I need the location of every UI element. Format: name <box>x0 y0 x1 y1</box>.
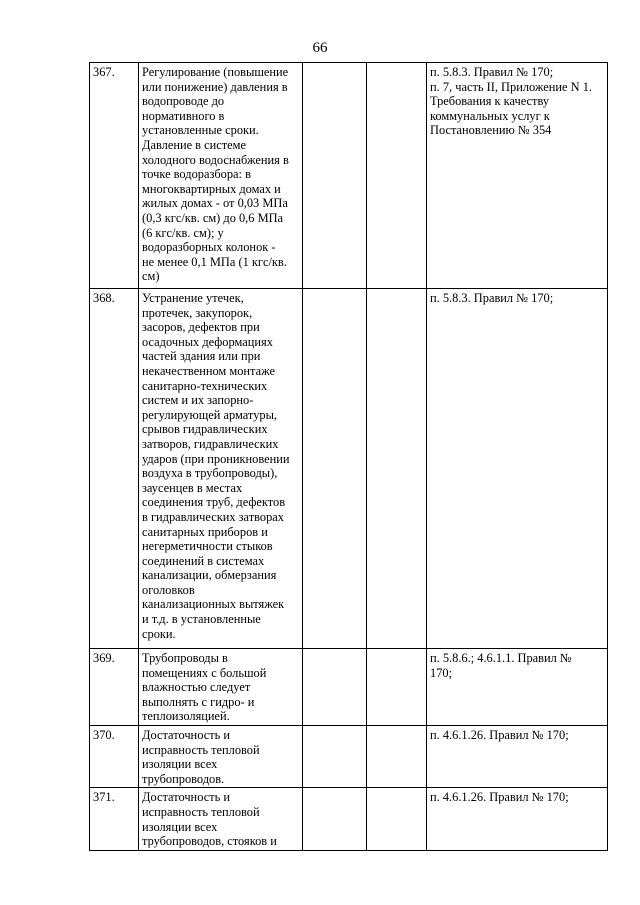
empty-cell-1 <box>303 63 367 289</box>
table-row <box>90 649 608 726</box>
requirement-line: некачественном монтаже <box>142 363 275 378</box>
reference-line: п. 5.8.6.; 4.6.1.1. Правил № <box>430 651 572 665</box>
requirement-line: оголовков <box>142 582 195 597</box>
requirement-line: срывов гидравлических <box>142 422 268 437</box>
empty-cell-2 <box>367 63 427 289</box>
table-row <box>90 289 608 649</box>
reference-cell <box>427 63 608 289</box>
row-number: 369. <box>90 649 139 726</box>
requirement-line: влажностью следует <box>142 680 251 695</box>
requirement-line: водопроводе до <box>142 94 225 109</box>
requirement-line: Достаточность и <box>142 727 230 742</box>
table-row <box>90 725 608 787</box>
reference-line: коммунальных услуг к <box>430 108 550 123</box>
requirement-line: (0,3 кгс/кв. см) до 0,6 МПа <box>142 210 284 225</box>
requirement-line: Давление в системе <box>142 137 247 152</box>
requirement-line: многоквартирных домах и <box>142 181 281 196</box>
requirement-line: воздуха в трубопроводы), <box>142 466 278 481</box>
requirement-line: жилых домах - от 0,03 МПа <box>142 196 288 211</box>
reference-cell <box>427 289 608 649</box>
requirement-line: см) <box>142 269 160 284</box>
reference-line: п. 5.8.3. Правил № 170; <box>430 65 554 79</box>
row-number: 370. <box>90 725 139 787</box>
requirement-line: негерметичности стыков <box>142 539 273 554</box>
requirement-line: соединений в системах <box>142 553 265 568</box>
requirement-line: в гидравлических затворах <box>142 509 284 524</box>
requirement-line: точке водоразбора: в <box>142 167 251 182</box>
empty-cell-1 <box>303 289 367 649</box>
requirement-line: исправность тепловой <box>142 742 260 757</box>
requirement-line: канализационных вытяжек <box>142 597 285 612</box>
requirement-line: соединения труб, дефектов <box>142 495 286 510</box>
requirement-line: исправность тепловой <box>142 804 260 819</box>
requirement-line: помещениях с большой <box>142 665 267 680</box>
requirement-line: (6 кгс/кв. см); у <box>142 225 224 240</box>
reference-line: п. 4.6.1.26. Правил № 170; <box>430 790 569 805</box>
empty-cell-2 <box>367 788 427 850</box>
requirement-line: засоров, дефектов при <box>142 320 260 335</box>
requirement-line: заусенцев в местах <box>142 480 243 495</box>
reference-line: п. 5.8.3. Правил № 170; <box>430 291 554 305</box>
requirement-cell <box>139 649 303 726</box>
requirement-line: изоляции всех <box>142 819 218 834</box>
reference-line: Требования к качеству <box>430 94 550 109</box>
requirement-line: или понижение) давления в <box>142 79 288 94</box>
requirement-line: холодного водоснабжения в <box>142 152 289 167</box>
table-row <box>90 788 608 850</box>
page-number: 66 <box>312 40 328 56</box>
requirement-line: осадочных деформациях <box>142 334 273 349</box>
requirement-line: изоляции всех <box>142 757 218 772</box>
requirement-line: трубопроводов. <box>142 771 225 786</box>
empty-cell-2 <box>367 649 427 726</box>
requirement-cell <box>139 725 303 787</box>
empty-cell-1 <box>303 725 367 787</box>
requirement-line: не менее 0,1 МПа (1 кгс/кв. <box>142 254 287 269</box>
requirement-line: нормативного в <box>142 108 225 123</box>
table-row <box>90 63 608 289</box>
requirements-table <box>89 62 608 851</box>
requirement-line: санитарных приборов и <box>142 524 268 539</box>
requirement-line: и т.д. в установленные <box>142 612 261 627</box>
requirement-cell <box>139 289 303 649</box>
empty-cell-2 <box>367 289 427 649</box>
requirement-line: установленные сроки. <box>142 123 259 138</box>
requirement-line: Трубопроводы в <box>142 651 228 665</box>
requirement-line: канализации, обмерзания <box>142 568 277 583</box>
requirement-line: затворов, гидравлических <box>142 436 279 451</box>
reference-line: 170; <box>430 665 453 680</box>
requirement-line: теплоизоляцией. <box>142 709 230 724</box>
requirement-line: частей здания или при <box>142 349 261 364</box>
requirement-line: протечек, закупорок, <box>142 305 253 320</box>
requirement-line: трубопроводов, стояков и <box>142 834 277 849</box>
reference-cell <box>427 788 608 850</box>
requirement-line: систем и их запорно- <box>142 393 254 408</box>
requirement-line: водоразборных колонок - <box>142 240 276 255</box>
requirement-line: выполнять с гидро- и <box>142 694 255 709</box>
empty-cell-1 <box>303 788 367 850</box>
requirement-cell <box>139 63 303 289</box>
row-number: 367. <box>90 63 139 289</box>
requirement-line: Регулирование (повышение <box>142 65 289 79</box>
requirement-cell <box>139 788 303 850</box>
requirement-line: сроки. <box>142 626 176 641</box>
table-body <box>90 63 608 851</box>
row-number: 371. <box>90 788 139 850</box>
empty-cell-2 <box>367 725 427 787</box>
reference-line: п. 7, часть II, Приложение N 1. <box>430 79 592 94</box>
requirement-line: санитарно-технических <box>142 378 268 393</box>
requirement-line: ударов (при проникновении <box>142 451 290 466</box>
reference-cell <box>427 649 608 726</box>
row-number: 368. <box>90 289 139 649</box>
reference-line: п. 4.6.1.26. Правил № 170; <box>430 727 569 742</box>
reference-cell <box>427 725 608 787</box>
requirement-line: Устранение утечек, <box>142 291 244 305</box>
reference-line: Постановлению № 354 <box>430 123 552 138</box>
requirement-line: Достаточность и <box>142 790 230 805</box>
empty-cell-1 <box>303 649 367 726</box>
requirement-line: регулирующей арматуры, <box>142 407 278 422</box>
